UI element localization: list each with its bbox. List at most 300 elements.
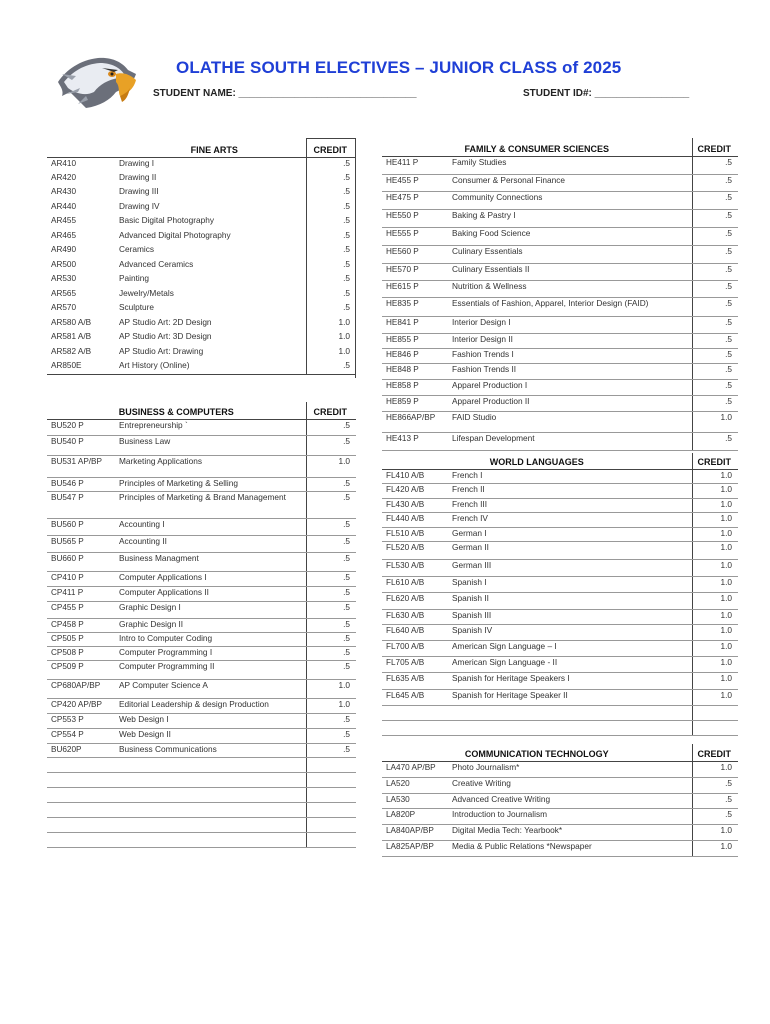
course-credit: .5 bbox=[306, 535, 356, 552]
course-name: French III bbox=[448, 498, 692, 513]
course-name: Spanish IV bbox=[448, 625, 692, 641]
course-name: Accounting I bbox=[115, 518, 306, 535]
course-credit: .5 bbox=[306, 477, 356, 491]
course-credit: .5 bbox=[306, 552, 356, 571]
course-name: Drawing IV bbox=[119, 200, 160, 211]
blank-cell bbox=[47, 757, 115, 772]
blank-cell bbox=[115, 772, 306, 787]
family-credit-header: CREDIT bbox=[692, 138, 738, 156]
course-credit: .5 bbox=[306, 618, 356, 632]
table-row bbox=[47, 491, 356, 518]
course-credit: 1.0 bbox=[306, 679, 356, 698]
course-code: BU660 P bbox=[47, 552, 115, 571]
course-credit: .5 bbox=[306, 713, 356, 728]
table-row bbox=[382, 527, 738, 542]
course-credit: .5 bbox=[692, 280, 738, 297]
table-row bbox=[47, 518, 356, 535]
course-credit: .5 bbox=[306, 419, 356, 435]
course-name: French I bbox=[448, 469, 692, 484]
course-name: Drawing I bbox=[119, 157, 155, 168]
course-name: Business Communications bbox=[115, 743, 306, 757]
course-credit: 1.0 bbox=[692, 610, 738, 625]
course-code: CP553 P bbox=[47, 713, 115, 728]
table-row bbox=[382, 379, 738, 395]
course-code: HE475 P bbox=[382, 191, 448, 209]
table-row bbox=[382, 625, 738, 641]
course-credit: .5 bbox=[306, 586, 356, 601]
blank-row bbox=[47, 817, 356, 832]
course-code: HE413 P bbox=[382, 432, 448, 450]
blank-cell bbox=[115, 817, 306, 832]
course-name: Marketing Applications bbox=[115, 455, 306, 477]
course-name: Drawing II bbox=[119, 171, 157, 182]
table-row bbox=[47, 360, 356, 375]
course-code: AR430 bbox=[51, 187, 77, 196]
course-name: Spanish III bbox=[448, 610, 692, 625]
course-credit: .5 bbox=[306, 230, 356, 245]
course-credit: .5 bbox=[692, 363, 738, 379]
fine-arts-title: FINE ARTS bbox=[47, 138, 306, 157]
course-credit: .5 bbox=[692, 209, 738, 227]
course-name: Business Managment bbox=[115, 552, 306, 571]
course-code: BU520 P bbox=[47, 419, 115, 435]
course-credit: .5 bbox=[692, 808, 738, 824]
table-row bbox=[47, 713, 356, 728]
blank-cell bbox=[47, 802, 115, 817]
table-row bbox=[382, 761, 738, 777]
course-name: Baking & Pastry I bbox=[448, 209, 692, 227]
blank-cell bbox=[382, 706, 448, 721]
course-name: Accounting II bbox=[115, 535, 306, 552]
course-code: AR420 bbox=[51, 172, 77, 182]
table-row bbox=[382, 513, 738, 528]
course-credit: 1.0 bbox=[692, 690, 738, 706]
course-code: FL630 A/B bbox=[382, 610, 448, 625]
course-name: American Sign Language – I bbox=[448, 641, 692, 657]
course-credit: .5 bbox=[692, 793, 738, 808]
course-credit: .5 bbox=[692, 174, 738, 191]
blank-cell bbox=[47, 787, 115, 802]
table-row bbox=[47, 331, 356, 346]
course-credit: .5 bbox=[692, 227, 738, 245]
course-name: American Sign Language - II bbox=[448, 657, 692, 673]
table-row bbox=[382, 657, 738, 673]
student-name-label: STUDENT NAME: ________________________________ bbox=[153, 88, 417, 99]
blank-cell bbox=[448, 706, 692, 721]
world-credit-header: CREDIT bbox=[692, 453, 738, 469]
table-row bbox=[47, 646, 356, 660]
course-name: Introduction to Journalism bbox=[448, 808, 692, 824]
course-credit: .5 bbox=[306, 360, 356, 375]
table-row bbox=[382, 673, 738, 690]
table-row bbox=[47, 728, 356, 743]
course-credit: .5 bbox=[692, 297, 738, 316]
course-code: LA840AP/BP bbox=[382, 824, 448, 840]
table-row bbox=[47, 632, 356, 646]
table-row bbox=[382, 560, 738, 577]
course-code: HE858 P bbox=[382, 379, 448, 395]
course-credit: 1.0 bbox=[692, 673, 738, 690]
table-row bbox=[47, 477, 356, 491]
blank-cell bbox=[306, 757, 356, 772]
table-row bbox=[382, 542, 738, 560]
student-id-label: STUDENT ID#: _________________ bbox=[523, 88, 690, 99]
table-row bbox=[47, 552, 356, 571]
course-credit: 1.0 bbox=[692, 498, 738, 513]
course-credit: 1.0 bbox=[692, 593, 738, 610]
communication-title: COMMUNICATION TECHNOLOGY bbox=[382, 744, 692, 761]
table-row bbox=[382, 432, 738, 450]
table-row bbox=[47, 157, 356, 172]
course-credit: .5 bbox=[692, 263, 738, 280]
business-title: BUSINESS & COMPUTERS bbox=[47, 402, 306, 419]
course-credit: .5 bbox=[692, 156, 738, 174]
course-name: Editorial Leadership & design Production bbox=[115, 698, 306, 713]
table-row bbox=[382, 280, 738, 297]
course-credit: .5 bbox=[306, 186, 356, 201]
course-credit: .5 bbox=[306, 157, 356, 172]
course-credit: 1.0 bbox=[692, 411, 738, 432]
course-credit: 1.0 bbox=[692, 542, 738, 560]
course-code: AR440 bbox=[51, 201, 77, 211]
course-name: AP Studio Art: 2D Design bbox=[119, 316, 212, 327]
table-row bbox=[47, 586, 356, 601]
table-row bbox=[382, 316, 738, 333]
course-name: Media & Public Relations *Newspaper bbox=[448, 840, 692, 856]
blank-cell bbox=[306, 817, 356, 832]
course-code: AR580 A/B bbox=[51, 317, 92, 327]
course-name: French IV bbox=[448, 513, 692, 528]
course-code: AR490 bbox=[51, 245, 77, 254]
course-code: FL410 A/B bbox=[382, 469, 448, 484]
table-row bbox=[382, 263, 738, 280]
business-credit-header: CREDIT bbox=[306, 402, 356, 419]
course-code: FL620 A/B bbox=[382, 593, 448, 610]
course-name: Lifespan Development bbox=[448, 432, 692, 450]
course-credit: .5 bbox=[306, 273, 356, 288]
table-row bbox=[47, 215, 356, 230]
course-code: CP410 P bbox=[47, 571, 115, 586]
blank-row bbox=[47, 757, 356, 772]
course-code: AR465 bbox=[51, 230, 77, 240]
table-row bbox=[47, 244, 356, 259]
course-name: Intro to Computer Coding bbox=[115, 632, 306, 646]
course-name: Graphic Design I bbox=[115, 601, 306, 618]
course-code: BU531 AP/BP bbox=[47, 455, 115, 477]
course-name: Business Law bbox=[115, 435, 306, 455]
table-row bbox=[382, 209, 738, 227]
table-row bbox=[47, 172, 356, 187]
blank-cell bbox=[692, 706, 738, 721]
blank-cell bbox=[47, 772, 115, 787]
course-code: HE855 P bbox=[382, 333, 448, 348]
course-name: Computer Applications II bbox=[115, 586, 306, 601]
course-credit: 1.0 bbox=[692, 641, 738, 657]
table-row bbox=[382, 395, 738, 411]
course-name: Computer Applications I bbox=[115, 571, 306, 586]
course-name: Apparel Production I bbox=[448, 379, 692, 395]
course-name: Spanish for Heritage Speaker II bbox=[448, 690, 692, 706]
course-code: BU547 P bbox=[47, 491, 115, 518]
course-code: FL440 A/B bbox=[382, 513, 448, 528]
table-row bbox=[382, 593, 738, 610]
course-code: AR455 bbox=[51, 216, 77, 225]
course-code: CP420 AP/BP bbox=[47, 698, 115, 713]
course-code: FL640 A/B bbox=[382, 625, 448, 641]
table-row bbox=[382, 245, 738, 263]
course-credit: .5 bbox=[306, 571, 356, 586]
course-code: AR500 bbox=[51, 259, 77, 269]
course-credit: 1.0 bbox=[306, 698, 356, 713]
course-name: Spanish II bbox=[448, 593, 692, 610]
table-row bbox=[382, 297, 738, 316]
course-credit: .5 bbox=[306, 728, 356, 743]
course-code: HE570 P bbox=[382, 263, 448, 280]
course-name: AP Studio Art: Drawing bbox=[119, 345, 204, 356]
course-name: German II bbox=[448, 542, 692, 560]
course-name: Spanish I bbox=[448, 577, 692, 593]
table-row bbox=[382, 777, 738, 793]
blank-row bbox=[47, 787, 356, 802]
course-name: Creative Writing bbox=[448, 777, 692, 793]
table-row bbox=[47, 618, 356, 632]
course-code: FL610 A/B bbox=[382, 577, 448, 593]
course-credit: .5 bbox=[692, 777, 738, 793]
course-code: BU540 P bbox=[47, 435, 115, 455]
communication-credit-header: CREDIT bbox=[692, 744, 738, 761]
course-code: CP458 P bbox=[47, 618, 115, 632]
course-credit: 1.0 bbox=[306, 346, 356, 361]
course-name: Consumer & Personal Finance bbox=[448, 174, 692, 191]
course-credit: .5 bbox=[692, 333, 738, 348]
course-code: CP509 P bbox=[47, 660, 115, 679]
course-code: FL700 A/B bbox=[382, 641, 448, 657]
course-name: Community Connections bbox=[448, 191, 692, 209]
blank-cell bbox=[306, 772, 356, 787]
course-code: AR850E bbox=[47, 360, 115, 375]
course-name: Fashion Trends I bbox=[448, 348, 692, 363]
course-credit: 1.0 bbox=[692, 469, 738, 484]
course-code: HE411 P bbox=[382, 156, 448, 174]
course-credit: 1.0 bbox=[692, 577, 738, 593]
course-name: Interior Design II bbox=[448, 333, 692, 348]
course-name: Art History (Online) bbox=[115, 360, 306, 375]
course-code: BU560 P bbox=[47, 518, 115, 535]
table-row bbox=[382, 227, 738, 245]
course-code: FL510 A/B bbox=[382, 527, 448, 542]
course-name: Family Studies bbox=[448, 156, 692, 174]
course-name: Advanced Ceramics bbox=[119, 258, 194, 269]
blank-row bbox=[47, 832, 356, 847]
table-row bbox=[47, 571, 356, 586]
course-credit: .5 bbox=[692, 348, 738, 363]
course-name: German I bbox=[448, 527, 692, 542]
course-credit: .5 bbox=[306, 172, 356, 187]
table-row bbox=[47, 660, 356, 679]
course-code: LA820P bbox=[382, 808, 448, 824]
course-credit: .5 bbox=[692, 432, 738, 450]
course-credit: 1.0 bbox=[692, 560, 738, 577]
blank-cell bbox=[306, 832, 356, 847]
course-name: AP Computer Science A bbox=[115, 679, 306, 698]
course-credit: 1.0 bbox=[692, 761, 738, 777]
table-row bbox=[47, 302, 356, 317]
course-code: AR570 bbox=[51, 303, 77, 312]
blank-cell bbox=[382, 721, 448, 736]
course-credit: .5 bbox=[306, 660, 356, 679]
course-code: AR582 A/B bbox=[51, 346, 92, 356]
course-credit: .5 bbox=[306, 491, 356, 518]
table-row bbox=[47, 419, 356, 435]
course-name: Principles of Marketing & Brand Management bbox=[115, 491, 306, 518]
table-row bbox=[382, 469, 738, 484]
table-row bbox=[382, 808, 738, 824]
course-credit: .5 bbox=[306, 632, 356, 646]
course-name: Baking Food Science bbox=[448, 227, 692, 245]
course-name: Culinary Essentials bbox=[448, 245, 692, 263]
course-credit: 1.0 bbox=[692, 527, 738, 542]
course-credit: .5 bbox=[692, 395, 738, 411]
table-row bbox=[47, 435, 356, 455]
course-credit: .5 bbox=[692, 245, 738, 263]
family-title: FAMILY & CONSUMER SCIENCES bbox=[382, 138, 692, 156]
course-name: German III bbox=[448, 560, 692, 577]
world-title: WORLD LANGUAGES bbox=[382, 453, 692, 469]
table-row bbox=[47, 346, 356, 361]
table-row bbox=[47, 317, 356, 332]
course-credit: .5 bbox=[306, 201, 356, 216]
course-code: LA530 bbox=[382, 793, 448, 808]
table-row bbox=[47, 273, 356, 288]
course-name: French II bbox=[448, 484, 692, 499]
course-name: Interior Design I bbox=[448, 316, 692, 333]
course-credit: .5 bbox=[306, 518, 356, 535]
course-name: Culinary Essentials II bbox=[448, 263, 692, 280]
blank-cell bbox=[47, 832, 115, 847]
course-code: HE859 P bbox=[382, 395, 448, 411]
blank-row bbox=[47, 802, 356, 817]
course-credit: 1.0 bbox=[306, 331, 356, 346]
course-code: FL520 A/B bbox=[382, 542, 448, 560]
course-credit: 1.0 bbox=[692, 840, 738, 856]
course-code: FL430 A/B bbox=[382, 498, 448, 513]
table-row bbox=[382, 641, 738, 657]
table-row bbox=[47, 743, 356, 757]
course-code: FL635 A/B bbox=[382, 673, 448, 690]
table-row bbox=[382, 174, 738, 191]
course-name: Sculpture bbox=[119, 302, 155, 312]
table-row bbox=[382, 610, 738, 625]
course-name: Ceramics bbox=[119, 244, 155, 254]
blank-cell bbox=[47, 817, 115, 832]
table-row bbox=[47, 679, 356, 698]
course-name: Essentials of Fashion, Apparel, Interior Design (FAID) bbox=[448, 297, 692, 316]
world-languages-table bbox=[382, 453, 738, 736]
fine-arts-credit-header: CREDIT bbox=[306, 138, 356, 157]
course-name: Web Design I bbox=[115, 713, 306, 728]
course-code: AR530 bbox=[51, 274, 77, 283]
course-name: Digital Media Tech: Yearbook* bbox=[448, 824, 692, 840]
course-name: Painting bbox=[119, 273, 149, 283]
course-name: Entrepreneurship ` bbox=[115, 419, 306, 435]
course-code: HE848 P bbox=[382, 363, 448, 379]
table-row bbox=[382, 484, 738, 499]
course-code: HE615 P bbox=[382, 280, 448, 297]
table-row bbox=[382, 333, 738, 348]
course-name: Principles of Marketing & Selling bbox=[115, 477, 306, 491]
table-row bbox=[382, 411, 738, 432]
table-row bbox=[382, 363, 738, 379]
table-row bbox=[47, 455, 356, 477]
table-row bbox=[47, 601, 356, 618]
course-name: Graphic Design II bbox=[115, 618, 306, 632]
course-credit: .5 bbox=[692, 316, 738, 333]
table-row bbox=[382, 156, 738, 174]
course-name: Fashion Trends II bbox=[448, 363, 692, 379]
course-code: HE550 P bbox=[382, 209, 448, 227]
course-credit: .5 bbox=[692, 191, 738, 209]
blank-cell bbox=[692, 721, 738, 736]
table-row bbox=[382, 793, 738, 808]
table-row bbox=[382, 690, 738, 706]
course-credit: .5 bbox=[306, 288, 356, 303]
course-code: LA825AP/BP bbox=[382, 840, 448, 856]
course-credit: .5 bbox=[306, 215, 356, 230]
business-computers-table bbox=[47, 402, 356, 848]
course-code: FL530 A/B bbox=[382, 560, 448, 577]
table-row bbox=[382, 824, 738, 840]
blank-cell bbox=[306, 802, 356, 817]
blank-row bbox=[382, 706, 738, 721]
course-code: LA520 bbox=[382, 777, 448, 793]
blank-cell bbox=[448, 721, 692, 736]
table-row bbox=[47, 698, 356, 713]
table-row bbox=[382, 840, 738, 856]
course-name: Advanced Digital Photography bbox=[119, 229, 231, 240]
course-credit: .5 bbox=[306, 259, 356, 274]
course-name: Apparel Production II bbox=[448, 395, 692, 411]
blank-cell bbox=[115, 757, 306, 772]
course-name: FAID Studio bbox=[448, 411, 692, 432]
course-name: Jewelry/Metals bbox=[119, 287, 174, 298]
course-code: FL645 A/B bbox=[382, 690, 448, 706]
course-name: Spanish for Heritage Speakers I bbox=[448, 673, 692, 690]
table-row bbox=[47, 535, 356, 552]
course-name: Drawing III bbox=[119, 186, 159, 196]
course-code: BU565 P bbox=[47, 535, 115, 552]
course-code: HE560 P bbox=[382, 245, 448, 263]
table-row bbox=[47, 230, 356, 245]
course-name: Computer Programming I bbox=[115, 646, 306, 660]
communication-technology-table bbox=[382, 744, 738, 857]
course-code: CP554 P bbox=[47, 728, 115, 743]
course-code: HE555 P bbox=[382, 227, 448, 245]
course-credit: 1.0 bbox=[692, 824, 738, 840]
course-code: HE835 P bbox=[382, 297, 448, 316]
course-name: Nutrition & Wellness bbox=[448, 280, 692, 297]
course-credit: .5 bbox=[306, 646, 356, 660]
course-code: CP680AP/BP bbox=[47, 679, 115, 698]
course-name: Basic Digital Photography bbox=[119, 215, 215, 225]
family-consumer-table bbox=[382, 138, 738, 451]
table-row bbox=[47, 288, 356, 303]
course-code: CP455 P bbox=[47, 601, 115, 618]
course-code: HE455 P bbox=[382, 174, 448, 191]
table-row bbox=[382, 348, 738, 363]
course-code: CP505 P bbox=[47, 632, 115, 646]
course-code: CP411 P bbox=[47, 586, 115, 601]
course-credit: 1.0 bbox=[306, 455, 356, 477]
